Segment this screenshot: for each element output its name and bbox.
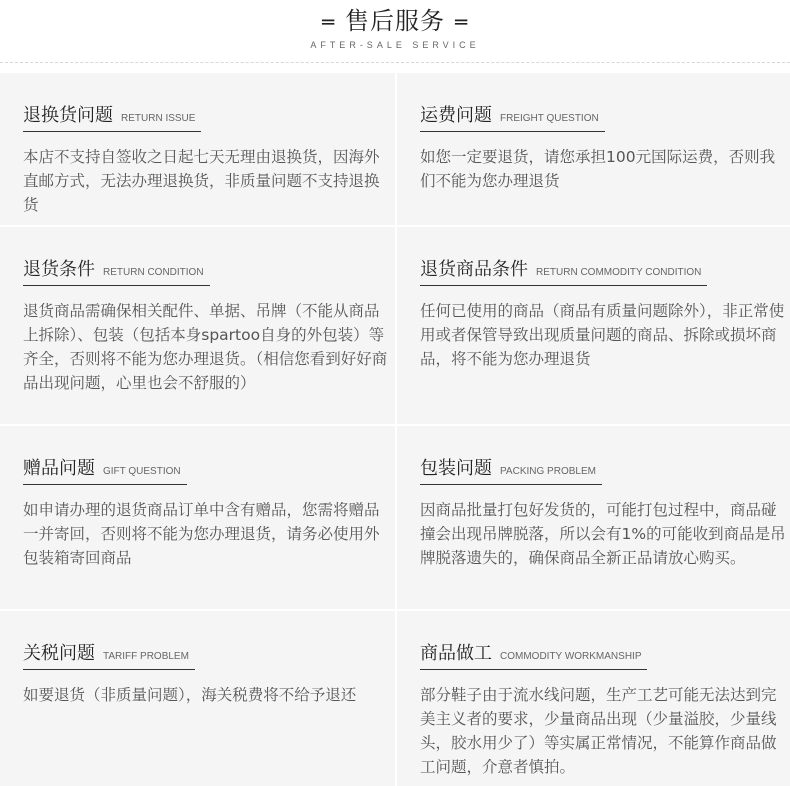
header-divider bbox=[0, 62, 790, 63]
cell-title-en: GIFT QUESTION bbox=[103, 466, 181, 477]
cell-title: 退换货问题 bbox=[23, 105, 113, 126]
cell-heading bbox=[23, 454, 187, 485]
cell-heading bbox=[420, 639, 647, 670]
cell-body: 因商品批量打包好发货的，可能打包过程中，商品碰撞会出现吊牌脱落，所以会有1%的可能收到商品是吊牌脱落遗失的，确保商品全新正品请放心购买。 bbox=[420, 501, 786, 567]
cell-body: 退货商品需确保相关配件、单据、吊牌（不能从商品上拆除）、包装（包括本身spartoo自身的外包装）等齐全，否则将不能为您办理退货。（相信您看到好好商品出现问题，心里也会不舒服的） bbox=[23, 302, 388, 392]
cell-tariff-problem bbox=[0, 611, 395, 786]
cell-heading bbox=[23, 255, 210, 286]
cell-title-en: FREIGHT QUESTION bbox=[500, 113, 599, 124]
cell-gift-question bbox=[0, 426, 395, 609]
page-title: 售后服务 bbox=[345, 7, 445, 35]
cell-title-en: COMMODITY WORKMANSHIP bbox=[500, 651, 642, 662]
cell-title-en: TARIFF PROBLEM bbox=[103, 651, 189, 662]
cell-heading bbox=[420, 101, 605, 132]
cell-return-condition bbox=[0, 227, 395, 424]
cell-heading bbox=[23, 639, 195, 670]
cell-title-en: RETURN ISSUE bbox=[121, 113, 196, 124]
page-title-row bbox=[0, 6, 790, 37]
cell-title: 退货条件 bbox=[23, 259, 95, 280]
title-decoration-right: ═ bbox=[455, 10, 469, 34]
cell-heading bbox=[420, 454, 602, 485]
cell-title: 运费问题 bbox=[420, 105, 492, 126]
page-header bbox=[0, 0, 790, 62]
cell-heading bbox=[420, 255, 707, 286]
cell-title: 赠品问题 bbox=[23, 458, 95, 479]
cell-title-en: PACKING PROBLEM bbox=[500, 466, 596, 477]
cell-title: 包装问题 bbox=[420, 458, 492, 479]
cell-return-commodity-condition bbox=[397, 227, 790, 424]
cell-body: 如您一定要退货，请您承担100元国际运费，否则我们不能为您办理退货 bbox=[420, 148, 776, 190]
cell-body: 部分鞋子由于流水线问题，生产工艺可能无法达到完美主义者的要求，少量商品出现（少量溢胶，少量线头，胶水用少了）等实属正常情况，不能算作商品做工问题，介意者慎拍。 bbox=[420, 686, 777, 776]
cell-title: 商品做工 bbox=[420, 643, 492, 664]
page-subtitle: AFTER-SALE SERVICE bbox=[310, 40, 480, 50]
cell-packing-problem bbox=[397, 426, 790, 609]
cell-title-en: RETURN CONDITION bbox=[103, 267, 204, 278]
cell-heading bbox=[23, 101, 201, 132]
cell-title: 退货商品条件 bbox=[420, 259, 528, 280]
cell-commodity-workmanship bbox=[397, 611, 790, 786]
cell-freight-question bbox=[397, 73, 790, 225]
title-decoration-left: ═ bbox=[321, 10, 335, 34]
cell-body: 本店不支持自签收之日起七天无理由退换货，因海外直邮方式，无法办理退换货，非质量问题不支持退换货 bbox=[23, 148, 380, 214]
cell-title-en: RETURN COMMODITY CONDITION bbox=[536, 267, 702, 278]
cell-body: 如要退货（非质量问题），海关税费将不给予退还 bbox=[23, 686, 357, 704]
cell-body: 如申请办理的退货商品订单中含有赠品，您需将赠品一并寄回，否则将不能为您办理退货，请务必使用外包装箱寄回商品 bbox=[23, 501, 380, 567]
cell-body: 任何已使用的商品（商品有质量问题除外），非正常使用或者保管导致出现质量问题的商品、拆除或损坏商品，将不能为您办理退货 bbox=[420, 302, 785, 368]
cell-title: 关税问题 bbox=[23, 643, 95, 664]
cell-return-issue bbox=[0, 73, 395, 225]
